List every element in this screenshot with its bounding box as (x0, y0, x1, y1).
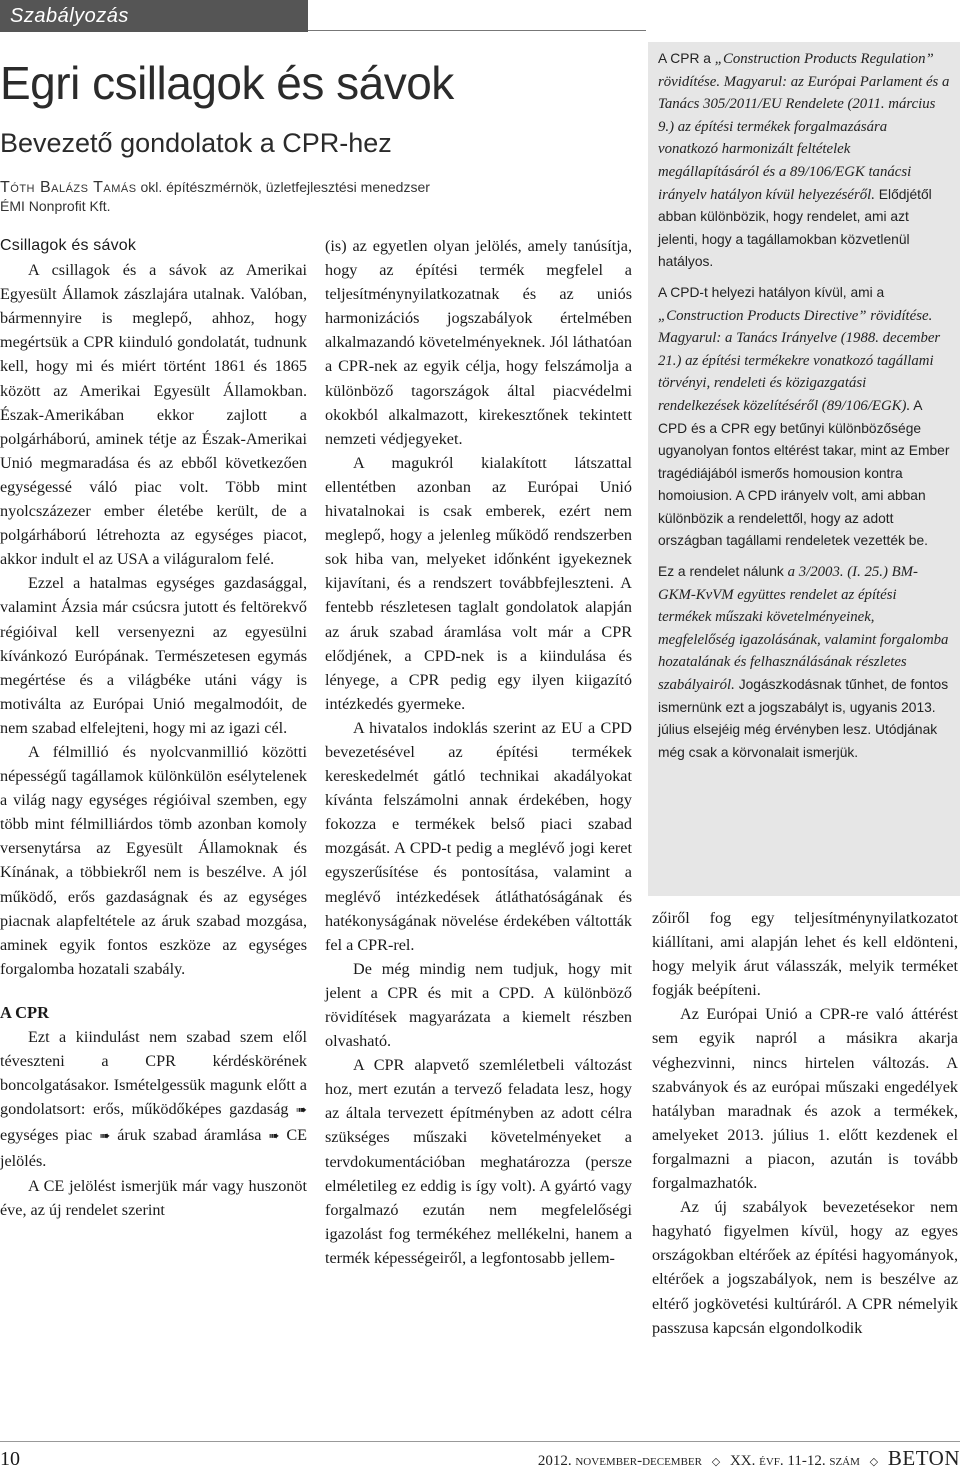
column-2 (325, 234, 632, 1270)
arrow-icon: ➠ (296, 1103, 307, 1119)
section-heading: A CPR (0, 1002, 50, 1022)
arrow-icon: ➠ (99, 1129, 111, 1145)
paragraph: Ezzel a hatalmas egységes gazdasággal, valamint Ázsia már csúcsra jutott és feltörekvő régióival kell versenyezni az egyesülni kívánkozó Európának. Természetesen egymás megértése és a világbéke utáni vágy is motiválta az Európai Unió megalmodóit, de nem szabad elfelejteni, hogy mi az igazi cél. (0, 574, 307, 737)
byline (0, 178, 430, 216)
paragraph: A CPR alapvető szemléletbeli változást hoz, mert ezután a tervező feladata lesz, hogy az általa tervezett építményben az adott célra szükséges műszaki követelményeket a tervdokumentációban meghatározza (persze elméletileg ez eddig is így volt). A gyártó vagy forgalmazó ezután nem megfelelőségi igazolást fog termékéhez mellékelni, hanem a termék képességeiről, a legfontosabb jellem- (325, 1056, 632, 1267)
magazine-name: BETON (887, 1446, 960, 1470)
paragraph: Az Európai Unió a CPR-re való áttérést sem egyik napról a másikra akarja véghezvinni, nincs hirtelen változás. A szabványok és az európai műszaki engedélyek hatályban maradnak és azok a termékek, amelyeket 2013. július 1. előtt kezdenek el forgalmazni a piacon, azután is tovább forgalmazhatók. (652, 1005, 958, 1193)
section-label: Szabályozás (0, 0, 308, 32)
paragraph: A CE jelölést ismerjük már vagy huszonöt éve, az új rendelet szerint (0, 1176, 307, 1219)
issue-date: 2012. november-december (537, 1453, 702, 1469)
column-3 (652, 906, 958, 1340)
paragraph: zőiről fog egy teljesítménynyilatkozatot kiállítani, ami alapján lehet és kell eldönteni, hogy melyik árut válasszák, melyik terméket fogják beépíteni. (652, 909, 958, 1000)
page-number: 10 (0, 1448, 20, 1470)
author-org: ÉMI Nonprofit Kft. (0, 198, 111, 214)
diamond-icon: ◇ (711, 1455, 721, 1468)
paragraph: A hivatalos indoklás szerint az EU a CPD bevezetésével az építési termékek kereskedelmét gátló technikai akadályokat kívánta felszámolni annak érdekében, hogy fokozza e termékek belső piaci szabad mozgását. A CPD-t pedig a meglévő jogi keret egyszerűsítése és pontosítása, valamint a meglévő intézkedések átláthatóságának és hatékonyságának növelése érdekében váltották fel a CPR-rel. (325, 718, 632, 954)
paragraph: Ezt a kiindulást nem szabad szem elől téveszteni a CPR kérdéskörének boncolgatásakor. Ismételgessük magunk előtt a gondolatsort: erős, működőképes gazdaság ➠ egységes piac ➠ áruk szabad áramlása ➠ CE jelölés. (0, 1028, 308, 1171)
footer-info (538, 1446, 960, 1471)
issue-volume: XX. évf. 11-12. szám (729, 1453, 860, 1469)
sidebar-paragraph: Ez a rendelet nálunk a 3/2003. (I. 25.) BM-GKM-KvVM együttes rendelet az építési termékek műszaki követelményeinek, megfelelőség igazolásának, valamint forgalomba hozatalának és felhasználásának részletes szabályairól. Jogászkodásnak tűnhet, de fontos ismernünk ezt a jogszabályt is, ugyanis 2013. július elsejéig még érvényben lesz. Utódjának még csak a körvonalait ismerjük. (658, 564, 949, 760)
sidebar-paragraph: A CPD-t helyezi hatályon kívül, ami a „Construction Products Directive” rövidítése. Magyarul: a Tanács Irányelve (1988. december 21.) az építési termékekre vonatkozó tagállami törvényi, rendeleti és közigazgatási rendelkezések közelítéséről (89/106/EGK). A CPD és a CPR egy betűnyi különbözősége ugyanolyan fontos eltérést takar, mint az Ember tragédiájából ismerős homousion kontra homoiusion. A CPD irányelv volt, ami abban különbözik a rendelettől, hogy az adott országban tagállami rendeletek vezették be. (658, 284, 950, 549)
section-heading: Csillagok és sávok (0, 237, 137, 254)
arrow-icon: ➠ (268, 1129, 280, 1145)
article-subtitle: Bevezető gondolatok a CPR-hez (0, 128, 392, 158)
abbreviation-sidebar (648, 42, 960, 896)
paragraph: De még mindig nem tudjuk, hogy mit jelent a CPR és mit a CPD. A különböző rövidítések magyarázata a kiemelt részben olvasható. (325, 959, 632, 1051)
article-title: Egri csillagok és sávok (0, 57, 454, 109)
paragraph: A magukról kialakított látszattal ellentétben azonban az Európai Unió hivatalnokai is csak emberek, ezért nem meglepő, hogy a jelenleg működő rendszerben sok hiba van, melyeket időnként igyekeznek kijavítani, és a rendszert továbbfejleszteni. A fentebb részletesen taglalt gondolatok alapján az áruk szabad áramlása volt már a CPR elődjének, a CPD-nek is a kiindulása és lényege, a CPR pedig egy ilyen kiigazító intézkedés gyermeke. (325, 453, 632, 713)
header-rule (308, 30, 646, 31)
paragraph: (is) az egyetlen olyan jelölés, amely tanúsítja, hogy az építési termék megfelel a teljesítménynyilatkozatnak és az uniós harmonizációs jogszabályok értelmében alkalmazandó követelményeknek. Jól láthatóan a CPR-nek az egyik célja, hogy felszámolja a különböző tagországok által piacvédelmi okokból alkalmazott, kirekesztőnek tekintett nemzeti védjegyeket. (325, 237, 632, 448)
column-1 (0, 234, 307, 1222)
paragraph: Az új szabályok bevezetésekor nem hagyható figyelmen kívül, hogy az egyes országokban eltérőek az építési hagyományok, eltérőek a jogszabályok, nem is beszélve az eltérő jogkövetési kultúráról. A CPR némelyik passzusa kapcsán elgondolkodik (652, 1198, 958, 1337)
author-name: Tóth Balázs Tamás (0, 179, 137, 196)
footer-rule (0, 1441, 960, 1442)
paragraph: A félmillió és nyolcvanmillió közötti népességű tagállamok különkülön esélytelenek a világ nagy egységes régióival szemben, egy több mint félmilliárdos tömb azonban komoly versenytársa az Egyesült Államoknak és Kínának, a többiekről nem is beszélve. A jól működő, erős gazdaságnak és az egységes piacnak alapfeltétele az áruk szabad mozgása, aminek egyik fontos eszköze az egységes forgalomba hozatali szabály. (0, 742, 307, 978)
author-role: okl. építészmérnök, üzletfejlesztési menedzser (140, 179, 430, 195)
diamond-icon: ◇ (869, 1455, 879, 1468)
paragraph: A csillagok és a sávok az Amerikai Egyesült Államok zászlajára utalnak. Valóban, bármennyire is meglepő, ahhoz, hogy megértsük a CPR kiinduló gondolatát, tudnunk kell, hogy mi és miért történt 1861 és 1865 között az Amerikai Egyesült Államokban. Észak-Amerikában ekkor zajlott a polgárháború, aminek tétje az Észak-Amerikai Unió megmaradása és az ebből következően egységessé váló piac volt. Több mint nyolcszázezer ember életébe került, de a polgárháború létrehozta az egységes piacot, akkor indult el az USA a világuralom felé. (0, 261, 307, 569)
sidebar-paragraph: A CPR a „Construction Products Regulation” rövidítése. Magyarul: az Európai Parlament és a Tanács 305/2011/EU Rendelete (2011. március 9.) az építési termékek forgalmazására vonatkozó harmonizált feltételek megállapításáról és a 89/106/EGK tanácsi irányelv hatályon kívül helyezéséről. Elődjétől abban különbözik, hogy rendelet, ami azt jelenti, hogy a tagállamokban közvetlenül hatályos. (658, 51, 950, 270)
